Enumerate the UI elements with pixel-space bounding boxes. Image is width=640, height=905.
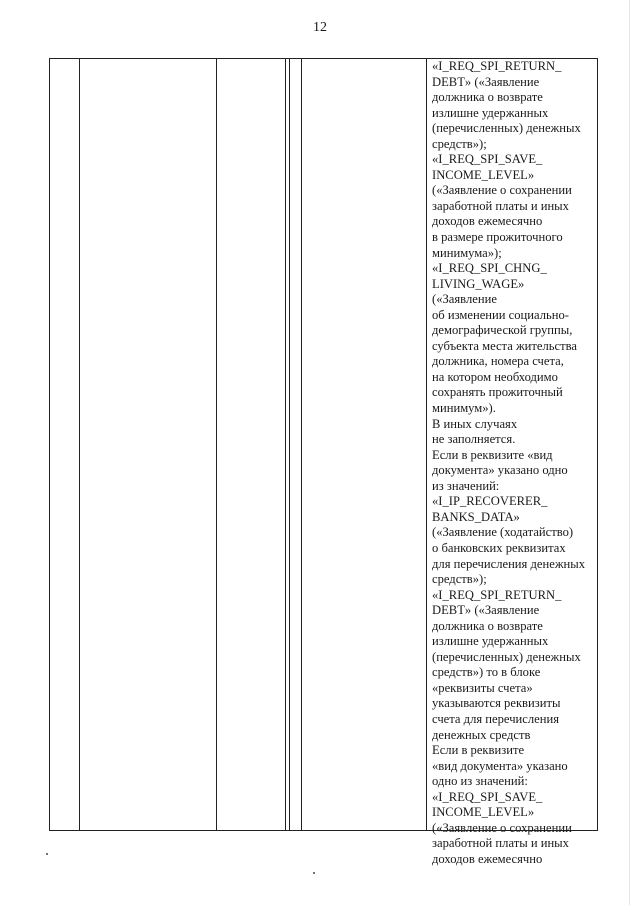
cell-text-line: DEBT» («Заявление <box>432 603 540 618</box>
cell-text-line: «I_REQ_SPI_RETURN_ <box>432 59 562 73</box>
column-divider <box>285 59 286 830</box>
cell-text-line: В иных случаях <box>432 416 518 431</box>
cell-text-line: DEBT» («Заявление <box>432 74 540 89</box>
cell-text-line: об изменении социально- <box>432 307 569 322</box>
cell-text-line: «I_REQ_SPI_CHNG_ <box>432 261 547 276</box>
cell-text-line: «I_IP_RECOVERER_ <box>432 494 548 509</box>
column-divider <box>79 59 80 830</box>
cell-text-line: не заполняется. <box>432 432 516 447</box>
cell-text-line: должника о возврате <box>432 618 543 633</box>
description-cell <box>432 59 596 867</box>
cell-text-line: должника, номера счета, <box>432 354 564 369</box>
cell-text-line: должника о возврате <box>432 90 543 105</box>
cell-text-line: о банковских реквизитах <box>432 540 566 555</box>
cell-text-line: INCOME_LEVEL» <box>432 167 535 182</box>
column-divider <box>216 59 217 830</box>
cell-text-line: документа» указано одно <box>432 463 568 478</box>
cell-text-line: средств»); <box>432 136 487 151</box>
cell-text-line: доходов ежемесячно <box>432 851 543 866</box>
cell-text-line: минимум»). <box>432 401 496 416</box>
cell-text-line: средств») то в блоке <box>432 665 541 680</box>
cell-text-line: для перечисления денежных <box>432 556 586 571</box>
cell-text-line: LIVING_WAGE» <box>432 276 525 291</box>
cell-text-line: демографической группы, <box>432 323 573 338</box>
scan-edge <box>629 0 630 905</box>
column-divider <box>426 59 427 830</box>
scan-speck <box>46 853 48 855</box>
document-table <box>49 58 598 866</box>
cell-text-line: («Заявление о сохранении <box>432 183 572 198</box>
column-divider <box>301 59 302 830</box>
cell-text-line: (перечисленных) денежных <box>432 121 581 136</box>
scan-speck <box>313 872 315 874</box>
cell-text-line: указываются реквизиты <box>432 696 561 711</box>
cell-text-line: минимума»); <box>432 245 502 260</box>
cell-text-line: средств»); <box>432 572 487 587</box>
cell-text-line: (перечисленных) денежных <box>432 649 581 664</box>
cell-text-line: излишне удержанных <box>432 634 549 649</box>
cell-text-line: («Заявление о сохранении <box>432 820 572 835</box>
cell-text-line: «I_REQ_SPI_SAVE_ <box>432 789 543 804</box>
cell-text-line: заработной платы и иных <box>432 836 569 851</box>
cell-text-line: «I_REQ_SPI_SAVE_ <box>432 152 543 167</box>
cell-text-line: BANKS_DATA» <box>432 509 520 524</box>
cell-text-line: одно из значений: <box>432 774 528 789</box>
cell-text-line: INCOME_LEVEL» <box>432 805 535 820</box>
cell-text-line: из значений: <box>432 478 500 493</box>
cell-text-line: заработной платы и иных <box>432 198 569 213</box>
cell-text-line: Если в реквизите <box>432 743 525 758</box>
cell-text-line: на котором необходимо <box>432 369 558 384</box>
cell-text-line: сохранять прожиточный <box>432 385 563 400</box>
cell-text-line: субъекта места жительства <box>432 338 577 353</box>
cell-text-line: («Заявление (ходатайство) <box>432 525 574 540</box>
cell-text-line: «I_REQ_SPI_RETURN_ <box>432 587 562 602</box>
column-divider <box>289 59 290 830</box>
cell-text-line: «реквизиты счета» <box>432 680 533 695</box>
cell-text-line: счета для перечисления <box>432 711 560 726</box>
cell-text-line: денежных средств <box>432 727 531 742</box>
cell-text-line: «вид документа» указано <box>432 758 568 773</box>
page-number: 12 <box>313 20 327 35</box>
cell-text-line: доходов ежемесячно <box>432 214 543 229</box>
cell-text-line: Если в реквизите «вид <box>432 447 553 462</box>
cell-text-line: в размере прожиточного <box>432 230 563 245</box>
cell-text-line: излишне удержанных <box>432 105 549 120</box>
cell-text-line: («Заявление <box>432 292 497 307</box>
